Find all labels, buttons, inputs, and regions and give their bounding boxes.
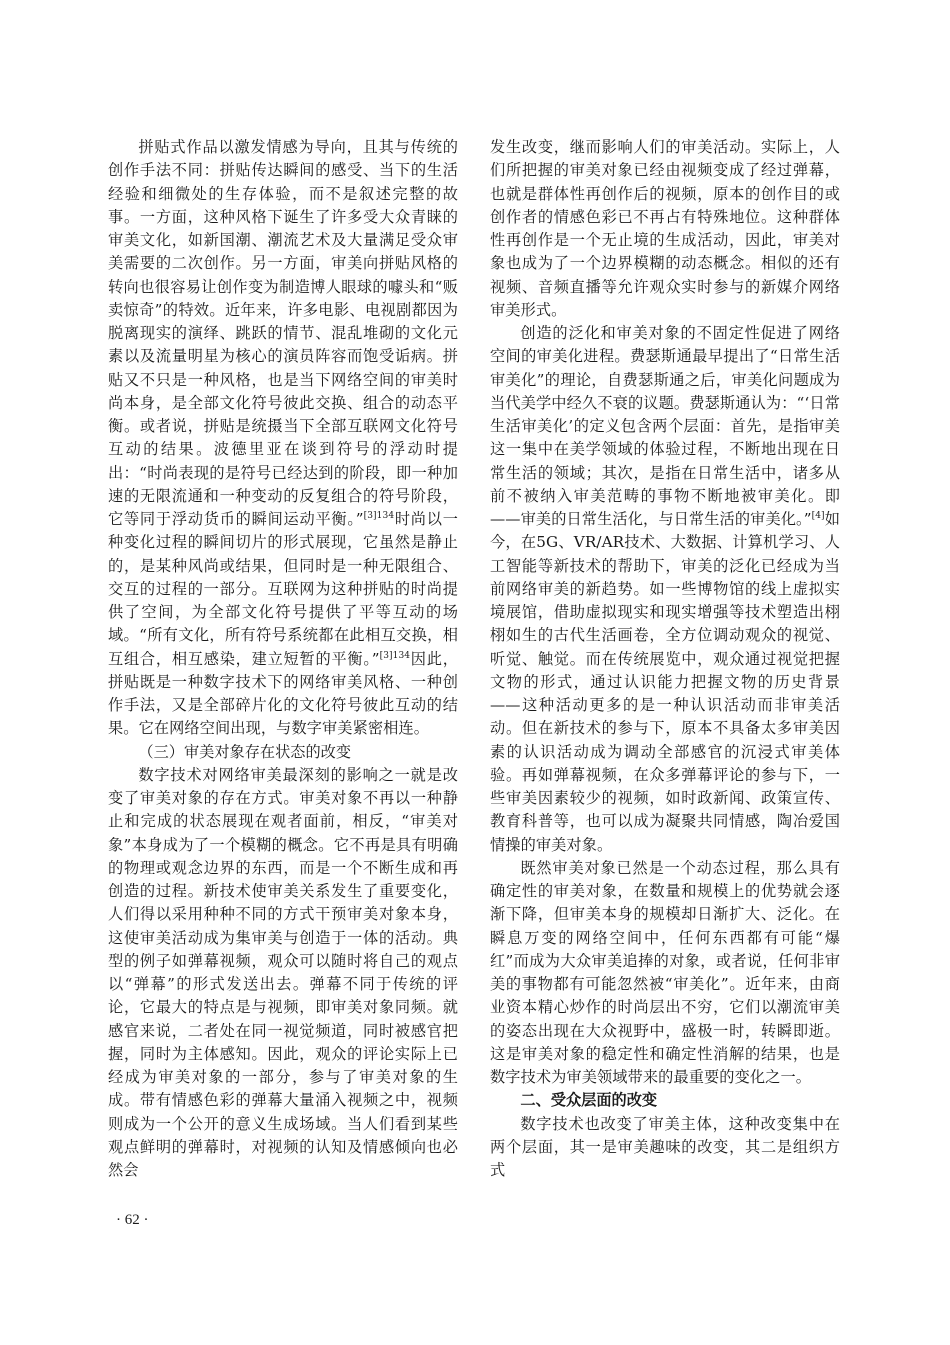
right-paragraph-1: 发生改变，继而影响人们的审美活动。实际上，人们所把握的审美对象已经由视频变成了经过弹幕，也就是群体性再创作后的视频，原本的创作目的或创作者的情感色彩已不再占有特殊地位。这种群体性再创作是一个无止境的生成活动，因此，审美对象也成为了一个边界模糊的动态概念。相似的还有视频、音频直播等允许观众实时参与的新媒介网络审美形式。 (490, 138, 840, 319)
left-paragraph-1 (108, 136, 458, 741)
right-paragraph-2-text-b: 如今，在5G、VR/AR技术、大数据、计算机学习、人工智能等新技术的帮助下，审美的泛化已经成为当前网络审美的新趋势。如一些博物馆的线上虚拟实境展馆，借助虚拟现实和现实增强等技术塑造出栩栩如生的古代生活画卷，全方位调动观众的视觉、听觉、触觉。而在传统展览中，观众通过视觉把握文物的形式，通过认识能力把握文物的历史背景——这种活动更多的是一种认识活动而非审美活动。但在新技术的参与下，原本不具备太多审美因素的认识活动成为调动全部感官的沉浸式审美体验。再如弹幕视频，在众多弹幕评论的参与下，一些审美因素较少的视频，如时政新闻、政策宣传、教育科普等，也可以成为凝聚共同情感，陶冶爱国情操的审美对象。 (490, 510, 840, 854)
left-column (108, 136, 458, 1182)
left-paragraph-2: 数字技术对网络审美最深刻的影响之一就是改变了审美对象的存在方式。审美对象不再以一种静止和完成的状态展现在观者面前，相反，“审美对象”本身成为了一个模糊的概念。它不再是具有明确的物理或观念边界的东西，而是一个不断生成和再创造的过程。新技术使审美关系发生了重要变化，人们得以采用种种不同的方式干预审美对象本身，这使审美活动成为集审美与创造于一体的活动。典型的例子如弹幕视频，观众可以随时将自己的观点以“弹幕”的形式发送出去。弹幕不同于传统的评论，它最大的特点是与视频，即审美对象同频。就感官来说，二者处在同一视觉频道，同时被感官把握，同时为主体感知。因此，观众的评论实际上已经成为审美对象的一部分，参与了审美对象的生成。带有情感色彩的弹幕大量涌入视频之中，视频则成为一个公开的意义生成场域。当人们看到某些观点鲜明的弹幕时，对视频的认知及情感倾向也必然会 (108, 765, 458, 1179)
right-column (490, 136, 840, 1182)
left-paragraph-1-text-c: 因此，拼贴既是一种数字技术下的网络审美风格、一种创作手法，又是全部碎片化的文化符号彼此互动的结果。它在网络空间出现，与数字审美紧密相连。 (108, 649, 458, 738)
section-heading-2: 二、受众层面的改变 (520, 1091, 658, 1110)
right-paragraph-2 (490, 322, 840, 857)
section-heading-3: （三）审美对象存在状态的改变 (138, 742, 352, 761)
page-number: · 62 · (116, 1212, 149, 1228)
right-paragraph-3: 既然审美对象已然是一个动态过程，那么具有确定性的审美对象，在数量和规模上的优势就会逐渐下降，但审美本身的规模却日渐扩大、泛化。在瞬息万变的网络空间中，任何东西都有可能“爆红”而成为大众审美追捧的对象，或者说，任何非审美的事物都有可能忽然被“审美化”。近年来，由商业资本精心炒作的时尚层出不穷，它们以潮流审美的姿态出现在大众视野中，盛极一时，转瞬即逝。这是审美对象的稳定性和确定性消解的结果，也是数字技术为审美领域带来的最重要的变化之一。 (490, 858, 840, 1086)
citation-3-134-a: [3]134 (363, 510, 395, 521)
left-paragraph-1-text-a: 拼贴式作品以激发情感为导向，且其与传统的创作手法不同：拼贴传达瞬间的感受、当下的生活经验和细微处的生存体验，而不是叙述完整的故事。一方面，这种风格下诞生了许多受大众青睐的审美文化，如新国潮、潮流艺术及大量满足受众审美需要的二次创作。另一方面，审美向拼贴风格的转向也很容易让创作变为制造博人眼球的噱头和“贩卖惊奇”的特效。近年来，许多电影、电视剧都因为脱离现实的演绎、跳跃的情节、混乱堆砌的文化元素以及流量明星为核心的演员阵容而饱受诟病。拼贴又不只是一种风格，也是当下网络空间的审美时尚本身，是全部文化符号彼此交换、组合的动态平衡。或者说，拼贴是统摄当下全部互联网文化符号互动的结果。波德里亚在谈到符号的浮动时提出：“时尚表现的是符号已经达到的阶段，即一种加速的无限流通和一种变动的反复组合的符号阶段，它等同于浮动货币的瞬间运动平衡。” (108, 138, 458, 528)
left-paragraph-1-text-b: 时尚以一种变化过程的瞬间切片的形式展现，它虽然是静止的，是某种风尚或结果，但同时是一种无限组合、交互的过程的一部分。互联网为这种拼贴的时尚提供了空间，为全部文化符号提供了平等互动的场域。“所有文化，所有符号系统都在此相互交换，相互组合，相互感染，建立短暂的平衡。” (108, 510, 458, 668)
right-paragraph-4: 数字技术也改变了审美主体，这种改变集中在两个层面，其一是审美趣味的改变，其二是组织方式 (490, 1114, 840, 1179)
citation-4: [4] (811, 510, 825, 521)
citation-3-134-b: [3]134 (379, 650, 411, 661)
right-paragraph-2-text-a: 创造的泛化和审美对象的不固定性促进了网络空间的审美化进程。费瑟斯通最早提出了“日常生活审美化”的理论，自费瑟斯通之后，审美化问题成为当代美学中经久不衰的议题。费瑟斯通认为：“‘日常生活审美化’的定义包含两个层面：首先，是指审美这一集中在美学领域的体验过程，不断地出现在日常生活的领域；其次，是指在日常生活中，诸多从前不被纳入审美范畴的事物不断地被审美化。即——审美的日常生活化，与日常生活的审美化。” (490, 324, 840, 528)
